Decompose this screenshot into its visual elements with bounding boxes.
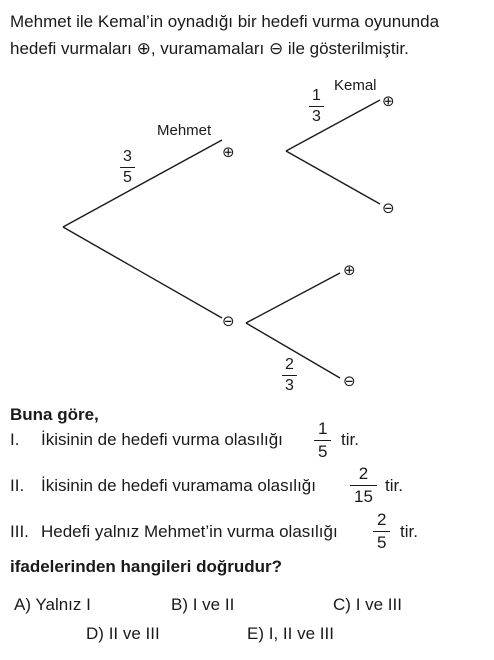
branch-kemal-hit-after-hit	[286, 100, 380, 151]
option-a[interactable]	[14, 595, 91, 615]
option-e-text: I, II ve III	[268, 624, 334, 643]
option-a-text: Yalnız I	[35, 595, 91, 614]
branch-kemal-miss-after-hit	[286, 151, 380, 204]
option-b-text: I ve II	[192, 595, 235, 614]
statement-1-fraction	[314, 419, 331, 462]
statement-2-num: 2	[358, 464, 369, 483]
statement-3-den: 5	[373, 531, 390, 553]
option-b-letter: B)	[171, 595, 188, 614]
prob-kemal-hit-den: 3	[309, 106, 324, 126]
option-d[interactable]	[86, 624, 160, 644]
statement-3-text: Hedefi yalnız Mehmet’in vurma olasılığı	[41, 522, 338, 541]
prob-mehmet-hit	[120, 148, 135, 187]
branch-mehmet-hit	[63, 140, 222, 227]
statement-2-text: İkisinin de hedefi vuramama olasılığı	[41, 476, 316, 495]
intro-line-2: hedefi vurmaları ⊕, vuramamaları ⊖ ile gösterilmiştir.	[10, 39, 409, 58]
hit-symbol-mehmet: ⊕	[222, 144, 235, 161]
option-e-letter: E)	[247, 624, 264, 643]
prob-mehmet-hit-num: 3	[123, 148, 132, 165]
option-a-letter: A)	[14, 595, 31, 614]
branch-kemal-hit-after-miss	[246, 273, 340, 323]
label-mehmet: Mehmet	[157, 122, 212, 139]
option-c[interactable]	[333, 595, 402, 615]
statement-1-roman: I.	[10, 430, 20, 449]
prob-kemal-miss-den: 3	[282, 375, 297, 395]
option-c-letter: C)	[333, 595, 351, 614]
option-c-text: I ve III	[355, 595, 402, 614]
prob-mehmet-hit-den: 5	[120, 167, 135, 187]
question-ask: ifadelerinden hangileri doğrudur?	[10, 557, 283, 576]
statement-1-text: İkisinin de hedefi vurma olasılığı	[41, 430, 283, 449]
option-d-text: II ve III	[108, 624, 160, 643]
statement-1-den: 5	[314, 440, 331, 462]
statement-3-roman: III.	[10, 522, 29, 541]
prob-kemal-hit-num: 1	[312, 87, 321, 104]
prob-kemal-miss-num: 2	[285, 356, 294, 373]
statement-3-suffix: tir.	[400, 522, 418, 541]
option-d-letter: D)	[86, 624, 104, 643]
option-b[interactable]	[171, 595, 234, 615]
prob-kemal-miss	[282, 356, 297, 395]
miss-symbol-kemal-2: ⊖	[343, 373, 356, 390]
statement-2-roman: II.	[10, 476, 25, 495]
statement-2-fraction	[350, 464, 377, 507]
miss-symbol-mehmet: ⊖	[222, 313, 235, 330]
branch-mehmet-miss	[63, 227, 222, 318]
statement-2-suffix: tir.	[385, 476, 403, 495]
statement-2-den: 15	[350, 485, 377, 507]
statement-1-suffix: tir.	[341, 430, 359, 449]
prob-kemal-hit	[309, 87, 324, 126]
miss-symbol-kemal-1: ⊖	[382, 200, 395, 217]
statement-1-num: 1	[318, 419, 328, 438]
hit-symbol-kemal-2: ⊕	[343, 262, 356, 279]
label-kemal: Kemal	[334, 77, 377, 94]
intro-line-1: Mehmet ile Kemal’in oynadığı bir hedefi vurma oyununda	[10, 12, 440, 31]
option-e[interactable]	[247, 624, 334, 644]
prompt-heading: Buna göre,	[10, 405, 99, 424]
hit-symbol-kemal-1: ⊕	[382, 93, 395, 110]
statement-3-fraction	[373, 510, 390, 553]
statement-3-num: 2	[377, 510, 387, 529]
